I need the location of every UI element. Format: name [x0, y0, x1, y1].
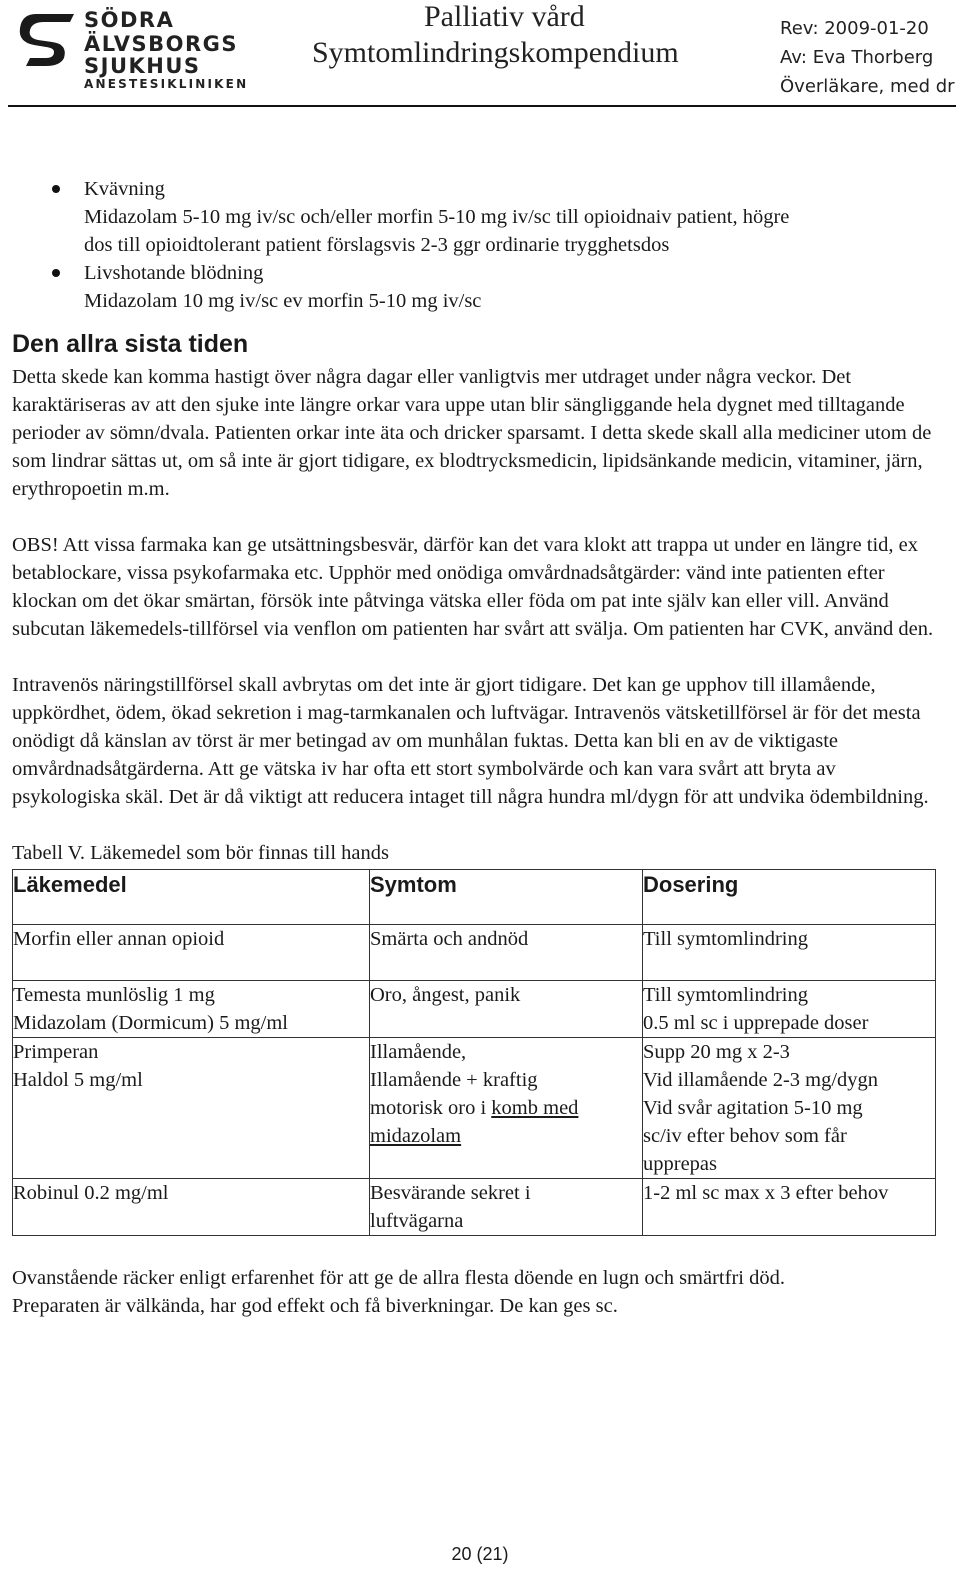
table-row: [13, 981, 936, 1038]
table-cell: Temesta munlöslig 1 mg Midazolam (Dormicum) 5 mg/ml: [13, 981, 370, 1038]
table-cell: Till symtomlindring: [643, 925, 936, 981]
header-divider: [8, 105, 956, 107]
table-row: [13, 1179, 936, 1236]
table-row: [13, 925, 936, 981]
table-cell: Besvärande sekret i luftvägarna: [370, 1179, 643, 1236]
table-cell: Supp 20 mg x 2-3 Vid illamående 2-3 mg/dygn Vid svår agitation 5-10 mg sc/iv efter behov som får upprepas: [643, 1038, 936, 1179]
table-cell: Robinul 0.2 mg/ml: [13, 1179, 370, 1236]
logo-line3: ANESTESIKLINIKEN: [84, 77, 249, 91]
table-header-row: [13, 870, 936, 925]
table-caption: Tabell V. Läkemedel som bör finnas till hands: [12, 842, 389, 864]
list-item-heading: Kvävning: [84, 178, 165, 200]
author: Av: Eva Thorberg: [780, 47, 934, 68]
revision-date: Rev: 2009-01-20: [780, 18, 929, 39]
bullet-icon: [52, 269, 60, 277]
logo-line2: SJUKHUS: [84, 54, 201, 78]
list-item: [12, 259, 942, 315]
logo-line1: SÖDRA ÄLVSBORGS: [84, 8, 239, 56]
closing-text: Ovanstående räcker enligt erfarenhet för att ge de allra flesta döende en lugn och smärtfri död.: [12, 1267, 785, 1289]
page-number: 20 (21): [451, 1544, 509, 1564]
page-content: [12, 175, 942, 1320]
table-cell: Illamående, Illamående + kraftig motorisk oro i komb med midazolam: [370, 1038, 643, 1179]
author-role: Överläkare, med dr: [780, 76, 955, 97]
hospital-logo: [12, 8, 292, 91]
paragraph: OBS! Att vissa farmaka kan ge utsättningsbesvär, därför kan det vara klokt att trappa ut under en längre tid, ex betablockare, vissa psykofarmaka etc. Upphör med onödiga omvårdnadsåtgärder: vänd inte patienten efter klockan om det ökar smärtan, försök inte påtvinga vätska eller föda om pat inte själv kan eller vill. Använd subcutan läkemedels-tillförsel via venflon om patienten har svårt att svälja. Om patienten har CVK, använd den.: [12, 534, 934, 640]
title-line2: Symtomlindringskompendium: [312, 36, 679, 69]
table-cell: Oro, ångest, panik: [370, 981, 643, 1038]
table-cell: Smärta och andnöd: [370, 925, 643, 981]
table-cell: 1-2 ml sc max x 3 efter behov: [643, 1179, 936, 1236]
page-header: [0, 0, 960, 112]
bullet-icon: [52, 185, 60, 193]
table-cell: Till symtomlindring 0.5 ml sc i upprepade doser: [643, 981, 936, 1038]
list-item: [12, 175, 942, 259]
column-header: Dosering: [643, 870, 936, 925]
hospital-emblem-icon: [12, 8, 76, 66]
table-cell: Morfin eller annan opioid: [13, 925, 370, 981]
document-title: [312, 0, 722, 72]
list-item-text: dos till opioidtolerant patient förslagsvis 2-3 ggr ordinarie trygghetsdos: [84, 234, 670, 256]
list-item-heading: Livshotande blödning: [84, 262, 264, 284]
emergency-list: [12, 175, 942, 315]
section-heading: Den allra sista tiden: [12, 330, 249, 358]
list-item-text: Midazolam 5-10 mg iv/sc och/eller morfin 5-10 mg iv/sc till opioidnaiv patient, högre: [84, 206, 790, 228]
list-item-text: Midazolam 10 mg iv/sc ev morfin 5-10 mg iv/sc: [84, 290, 482, 312]
closing-text: Preparaten är välkända, har god effekt och få biverkningar. De kan ges sc.: [12, 1295, 618, 1317]
title-line1: Palliativ vård: [424, 0, 585, 33]
paragraph: Intravenös näringstillförsel skall avbrytas om det inte är gjort tidigare. Det kan ge upphov till illamående, uppkördhet, ödem, ökad sekretion i mag-tarmkanalen och luftvägar. Intravenös vätsketillförsel är för det mesta onödigt då känslan av törst är mer betingad av om munhålan fuktas. Detta kan bli en av de viktigaste omvårdnadsåtgärderna. Att ge vätska iv har ofta ett stort symbolvärde och kan vara svårt att bryta av psykologiska skäl. Det är då viktigt att reducera intaget till några hundra ml/dygn för att undvika ödembildning.: [12, 674, 929, 808]
table-row: [13, 1038, 936, 1179]
document-meta: [780, 14, 955, 101]
column-header: Symtom: [370, 870, 643, 925]
column-header: Läkemedel: [13, 870, 370, 925]
paragraph: Detta skede kan komma hastigt över några dagar eller vanligtvis mer utdraget under några veckor. Det karaktäriseras av att den sjuke inte längre orkar vara uppe utan blir sängliggande hela dygnet med tilltagande perioder av sömn/dvala. Patienten orkar inte äta och dricker sparsamt. I detta skede skall alla mediciner utom de som lindrar sättas ut, om så inte är gjort tidigare, ex blodtrycksmedicin, lipidsänkande medicin, vitaminer, järn, erythropoetin m.m.: [12, 366, 932, 500]
medication-table: [12, 869, 936, 1236]
table-cell: Primperan Haldol 5 mg/ml: [13, 1038, 370, 1179]
